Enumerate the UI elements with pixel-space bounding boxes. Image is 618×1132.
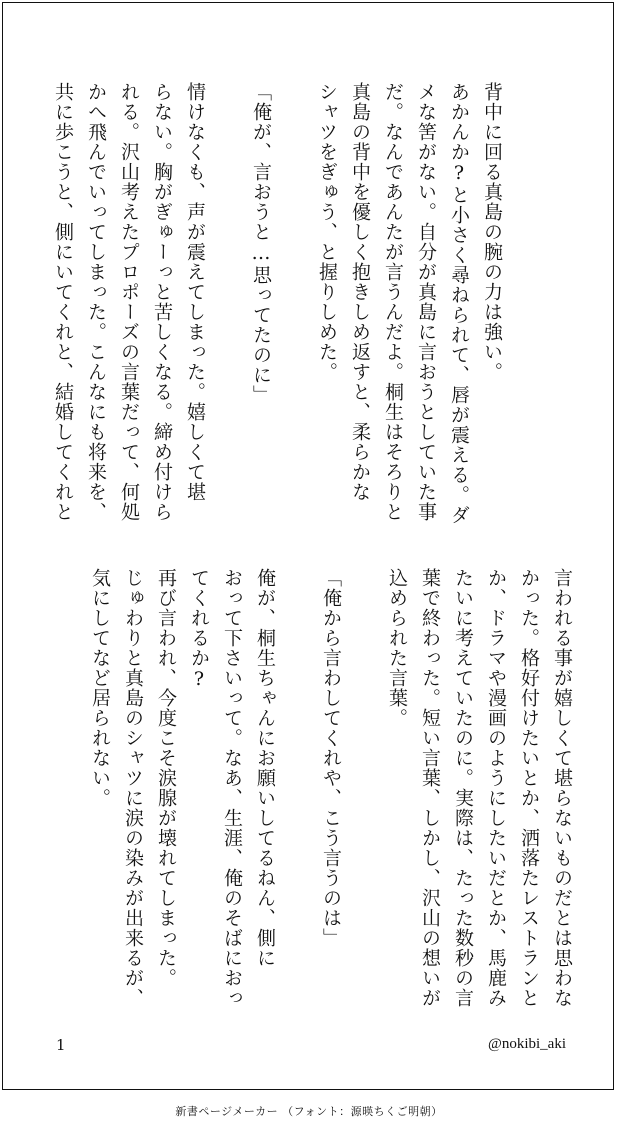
text-line: 再び言われ、今度こそ涙腺が壊れてしまった。 xyxy=(155,568,177,988)
text-line: たいに考えていたのに。実際は、たった数秒の言 xyxy=(452,568,474,1008)
text-line: あかんか?と小さく尋ねられて、唇が震える。ダ xyxy=(448,82,470,525)
text-block-upper xyxy=(46,82,508,525)
footer-credit: 新書ページメーカー （フォント：源暎ちくご明朝） xyxy=(175,1105,443,1118)
blank-line xyxy=(347,568,380,1008)
text-line: シャツをぎゅう、と握りしめた。 xyxy=(316,82,338,382)
text-line: てくれるか? xyxy=(188,568,210,691)
text-line: メな筈がない。自分が真島に言おうとしていた事 xyxy=(415,82,437,522)
page-number: 1 xyxy=(56,1036,66,1054)
text-line: か、ドラマや漫画のようにしたいだとか、馬鹿み xyxy=(485,568,507,1008)
text-line: 背中に回る真島の腕の力は強い。 xyxy=(481,82,503,382)
blank-line xyxy=(277,82,310,512)
dialogue-line: 「俺が、言おうと…思ってたのに」 xyxy=(250,82,272,405)
text-line: 真島の背中を優しく抱きしめ返すと、柔らかな xyxy=(349,82,371,502)
text-line: 言われる事が嬉しくて堪らないものだとは思わな xyxy=(551,568,573,1008)
text-line: 気にしてなど居られない。 xyxy=(89,568,111,808)
text-line: かへ飛んでいってしまった。こんなにも将来を、 xyxy=(85,82,107,522)
text-line: 葉で終わった。短い言葉、しかし、沢山の想いが xyxy=(419,568,441,1008)
text-line: 情けなくも、声が震えてしまった。嬉しくて堪 xyxy=(184,82,206,502)
blank-line xyxy=(211,82,244,512)
blank-line xyxy=(281,568,314,1008)
dialogue-line: 「俺から言わしてくれや、こう言うのは」 xyxy=(320,568,342,948)
text-block-lower xyxy=(83,568,578,1008)
text-line: だ。なんであんたが言うんだよ。桐生はそろりと xyxy=(382,82,404,522)
text-line: じゅわりと真島のシャツに涙の染みが出来るが、 xyxy=(122,568,144,1008)
author-handle: @nokibi_aki xyxy=(488,1036,566,1052)
text-line: おって下さいって。なあ、生涯、俺のそばにおっ xyxy=(221,568,243,1008)
text-line: 共に歩こうと、側にいてくれと、結婚してくれと xyxy=(52,82,74,522)
text-line: れる。沢山考えたプロポーズの言葉だって、何処 xyxy=(118,82,140,522)
text-line: 込められた言葉。 xyxy=(386,568,408,728)
text-line: らない。胸がぎゅーっと苦しくなる。締め付けら xyxy=(151,82,173,522)
text-line: かった。格好付けたいとか、洒落たレストランと xyxy=(518,568,540,1008)
text-line: 俺が、桐生ちゃんにお願いしてるねん、側に xyxy=(254,568,276,968)
